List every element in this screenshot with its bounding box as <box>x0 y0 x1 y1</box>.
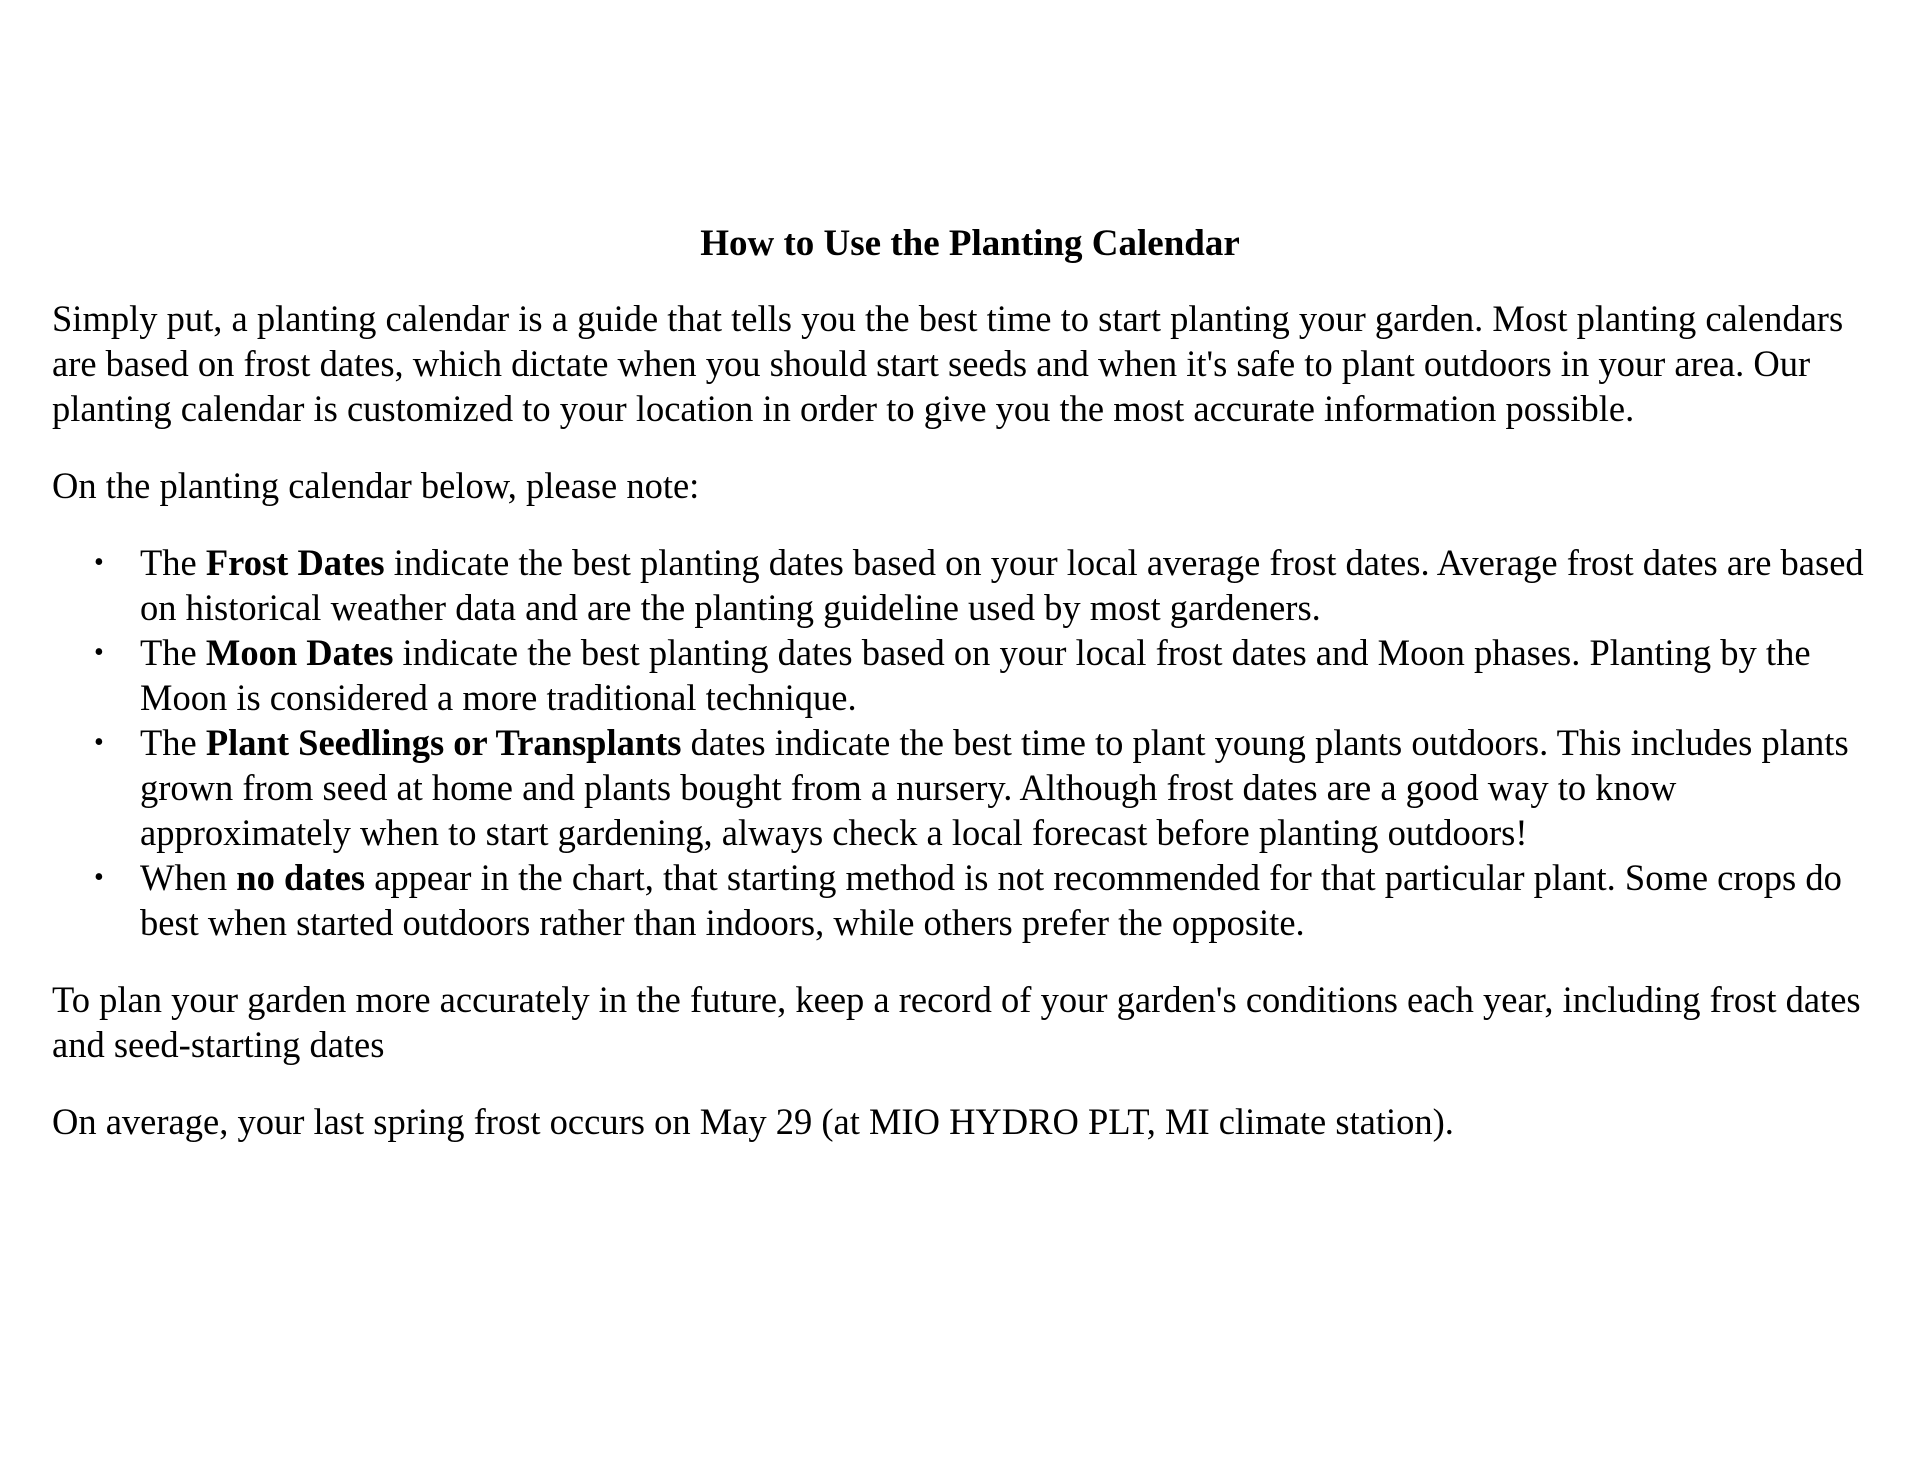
list-item <box>52 540 1884 630</box>
bullet-icon: • <box>94 547 104 578</box>
note-lead-paragraph: On the planting calendar below, please note: <box>52 465 700 506</box>
bullet-icon: • <box>94 862 104 893</box>
list-item <box>52 720 1884 855</box>
bullet-text: indicate the best planting dates based on your local frost dates and Moon phases. Planting by the Moon is considered a more traditional technique. <box>140 632 1811 718</box>
document-page <box>52 222 1884 1176</box>
bullet-prefix: The <box>140 542 206 583</box>
bullet-text: indicate the best planting dates based on your local average frost dates. Average frost dates are based on historical weather data and are the planting guideline used by most gardeners. <box>140 542 1864 628</box>
bullet-term: Frost Dates <box>205 542 385 583</box>
bullet-prefix: The <box>140 722 206 763</box>
list-item <box>52 630 1884 720</box>
bullet-term: Moon Dates <box>205 632 394 673</box>
plan-paragraph: To plan your garden more accurately in the future, keep a record of your garden's conditions each year, including frost dates and seed-starting dates <box>52 979 1861 1065</box>
bullet-text: dates indicate the best time to plant young plants outdoors. This includes plants grown from seed at home and plants bought from a nursery. Although frost dates are a good way to know approximately when to start gardening, always check a local forecast before planting outdoors! <box>140 722 1849 853</box>
bullet-term: Plant Seedlings or Transplants <box>205 722 682 763</box>
bullet-text: appear in the chart, that starting method is not recommended for that particular plant. Some crops do best when started outdoors rather than indoors, while others prefer the opposite. <box>140 857 1842 943</box>
bullet-icon: • <box>94 727 104 758</box>
notes-list <box>52 540 1884 945</box>
bullet-icon: • <box>94 637 104 668</box>
bullet-term: no dates <box>236 857 366 898</box>
bullet-prefix: The <box>140 632 206 673</box>
page-title: How to Use the Planting Calendar <box>700 223 1240 264</box>
bullet-prefix: When <box>140 857 237 898</box>
frost-date-paragraph: On average, your last spring frost occurs on May 29 (at MIO HYDRO PLT, MI climate station). <box>52 1101 1454 1142</box>
list-item <box>52 855 1884 945</box>
intro-paragraph: Simply put, a planting calendar is a guide that tells you the best time to start planting your garden. Most planting calendars are based on frost dates, which dictate when you should start seeds and when it's safe to plant outdoors in your area. Our planting calendar is customized to your location in order to give you the most accurate information possible. <box>52 298 1844 429</box>
